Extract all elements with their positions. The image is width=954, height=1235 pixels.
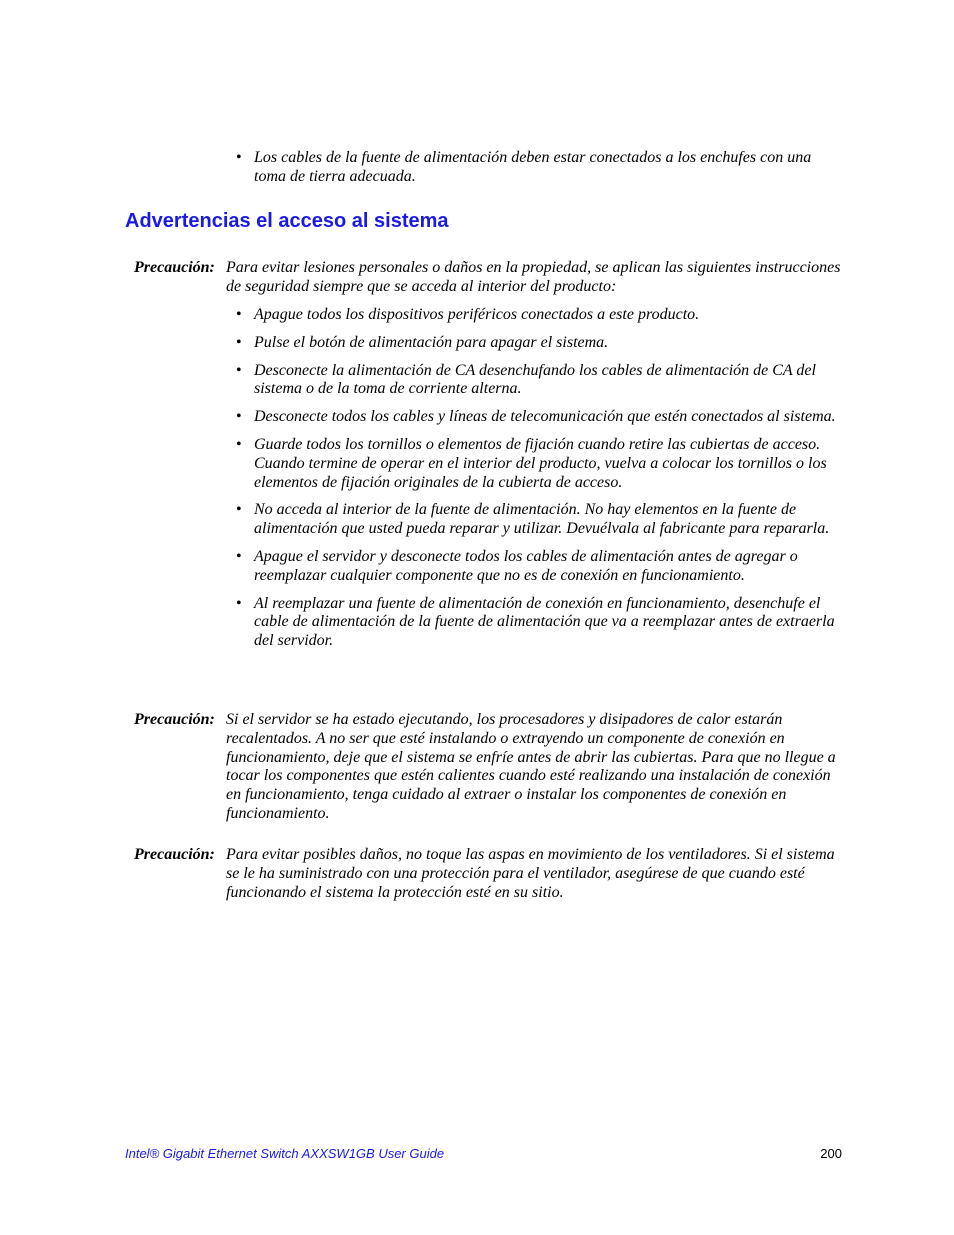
access-bullet-list [236, 306, 841, 660]
bullet-marker: • [236, 361, 242, 379]
list-item-text: No acceda al interior de la fuente de alimentación. No hay elementos en la fuente de alimentación que usted pueda reparar y utilizar. Devuélvala al fabricante para repararla. [254, 501, 830, 538]
top-bullet-list [236, 149, 841, 196]
list-item [236, 408, 841, 427]
caution-text: Si el servidor se ha estado ejecutando, los procesadores y disipadores de calor estarán recalentados. A no ser que esté instalando o extrayendo un componente de conexión en funcionamiento, deje que el sistema se enfríe antes de abrir las cubiertas. Para que no llegue a tocar los componentes que estén calientes cuando esté realizando una instalación de conexión en funcionamiento, tenga cuidado al extraer o instalar los componentes de conexión en funcionamiento. [226, 711, 836, 822]
list-item-text: Desconecte la alimentación de CA desenchufando los cables de alimentación de CA del sistema o de la toma de corriente alterna. [254, 361, 816, 398]
footer-page-number: 200 [820, 1146, 842, 1161]
list-item-text: Apague todos los dispositivos periféricos conectados a este producto. [254, 306, 700, 323]
list-item [236, 501, 841, 539]
caution-text: Para evitar lesiones personales o daños en la propiedad, se aplican las siguientes instrucciones de seguridad siempre que se acceda al interior del producto: [226, 259, 841, 295]
list-item [236, 595, 841, 651]
list-item-text: Apague el servidor y desconecte todos los cables de alimentación antes de agregar o reemplazar cualquier componente que no es de conexión en funcionamiento. [254, 547, 798, 584]
section-heading: Advertencias el acceso al sistema [125, 210, 449, 232]
list-item-text: Al reemplazar una fuente de alimentación de conexión en funcionamiento, desenchufe el cable de alimentación de la fuente de alimentación que va a reemplazar antes de extraerla del servidor. [254, 594, 835, 650]
bullet-marker: • [236, 501, 242, 519]
bullet-marker: • [236, 594, 242, 612]
list-item-text: Los cables de la fuente de alimentación deben estar conectados a los enchufes con una toma de tierra adecuada. [254, 149, 812, 185]
list-item [236, 548, 841, 586]
list-item [236, 362, 841, 400]
bullet-marker: • [236, 435, 242, 453]
list-item-text: Guarde todos los tornillos o elementos de fijación cuando retire las cubiertas de acceso. Cuando termine de operar en el interior del producto, vuelva a colocar los tornillos o los elementos de fijación originales de la cubierta de acceso. [254, 435, 827, 491]
footer-document-title: Intel® Gigabit Ethernet Switch AXXSW1GB User Guide [125, 1146, 445, 1161]
list-item [236, 149, 841, 187]
list-item [236, 436, 841, 492]
list-item [236, 334, 841, 353]
bullet-marker: • [236, 333, 242, 351]
caution-label: Precaución: [134, 259, 215, 276]
caution-label: Precaución: [134, 846, 215, 863]
bullet-marker: • [236, 306, 242, 323]
caution-label: Precaución: [134, 711, 215, 728]
caution-text: Para evitar posibles daños, no toque las aspas en movimiento de los ventiladores. Si el sistema se le ha suministrado con una protección para el ventilador, asegúrese de que cuando esté funcionando el sistema la protección esté en su sitio. [226, 846, 835, 901]
bullet-marker: • [236, 408, 242, 426]
bullet-marker: • [236, 149, 242, 166]
list-item-text: Pulse el botón de alimentación para apagar el sistema. [254, 333, 609, 351]
list-item [236, 306, 841, 325]
bullet-marker: • [236, 547, 242, 565]
list-item-text: Desconecte todos los cables y líneas de telecomunicación que estén conectados al sistema. [254, 408, 836, 426]
